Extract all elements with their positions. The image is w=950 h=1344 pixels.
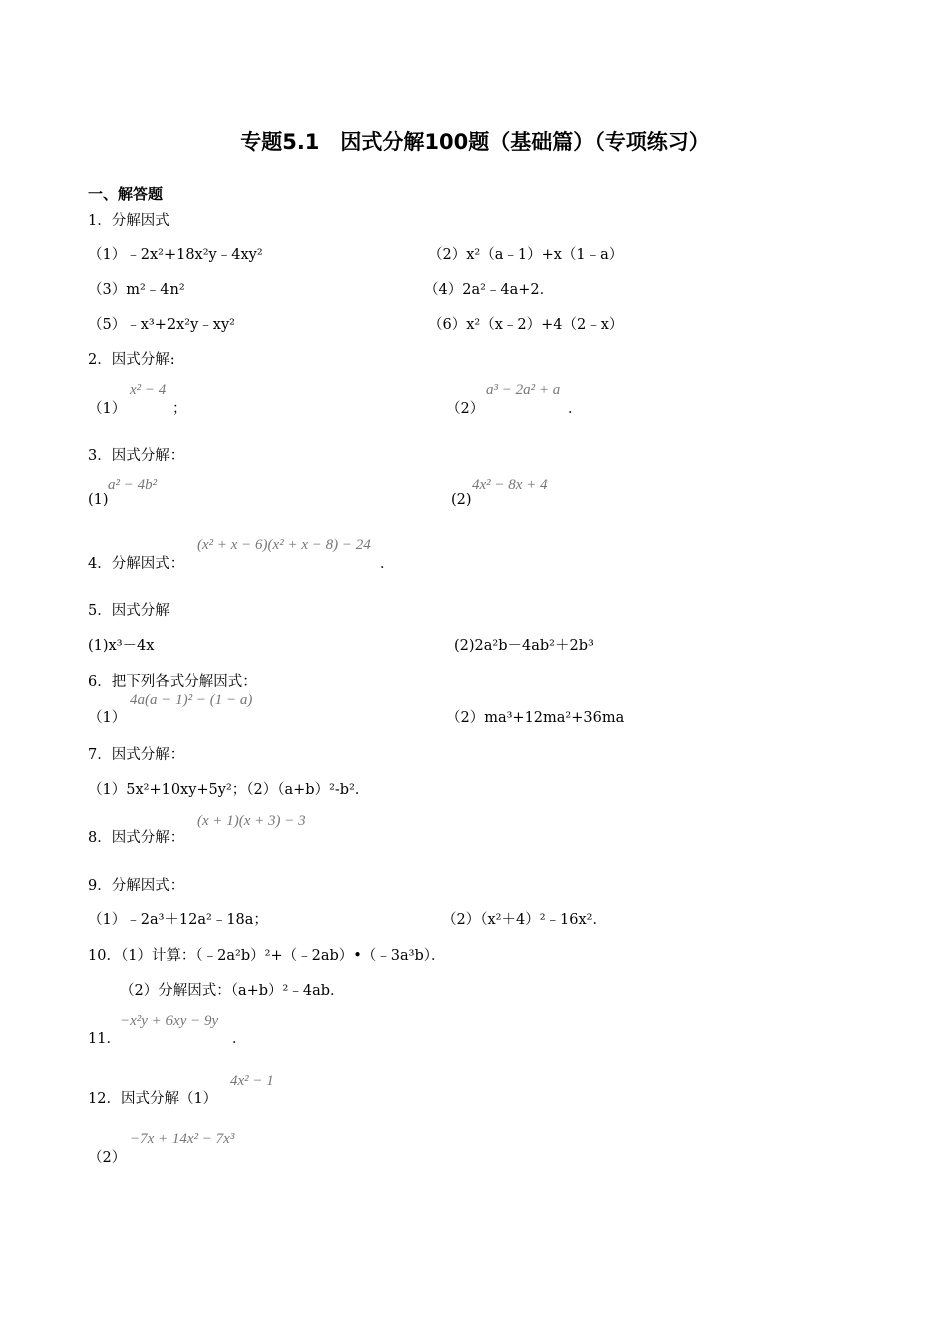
q2-part-2-label: （2） <box>446 401 485 417</box>
q9-part-2: （2）（x²＋4）²﹣16x²． <box>442 912 607 928</box>
q6-part-1-label: （1） <box>88 710 127 726</box>
question-10-part-2: （2）分解因式：（a+b）²﹣4ab． <box>120 983 345 999</box>
q7-parts: （1）5x²+10xy+5y²；（2）（a+b）²-b²． <box>88 782 370 798</box>
q1-part-1: （1）﹣2x²+18x²y﹣4xy² <box>88 247 263 263</box>
question-8: 8．因式分解： <box>88 830 185 846</box>
q1-part-2: （2）x²（a﹣1）+x（1﹣a） <box>428 247 624 263</box>
question-9: 9．分解因式： <box>88 878 185 894</box>
q4-tail: ． <box>380 556 395 572</box>
q6-part-1-expression: 4a(a − 1)² − (1 − a) <box>130 692 253 708</box>
q1-part-6: （6）x²（x﹣2）+4（2﹣x） <box>428 317 624 333</box>
q12-part-1-expression: 4x² − 1 <box>230 1073 274 1089</box>
question-12: 12．因式分解（1） <box>88 1091 218 1107</box>
q12-part-2-label: （2） <box>88 1150 127 1166</box>
q8-expression: (x + 1)(x + 3) − 3 <box>197 813 306 829</box>
q2-part-1-tail: ； <box>172 401 187 417</box>
question-4: 4．分解因式： <box>88 556 185 572</box>
q12-part-2-expression: −7x + 14x² − 7x³ <box>130 1131 235 1147</box>
question-3: 3．因式分解： <box>88 448 185 464</box>
q11-tail: ． <box>232 1031 247 1047</box>
question-1: 1．分解因式 <box>88 213 170 229</box>
q4-expression: (x² + x − 6)(x² + x − 8) − 24 <box>197 537 371 553</box>
q11-expression: −x²y + 6xy − 9y <box>120 1013 219 1029</box>
q2-part-2-expression: a³ − 2a² + a <box>486 382 561 398</box>
question-5: 5．因式分解 <box>88 603 170 619</box>
q2-part-1-label: （1） <box>88 401 127 417</box>
q9-part-1: （1）﹣2a³＋12a²﹣18a； <box>88 912 268 928</box>
question-2: 2．因式分解: <box>88 352 175 368</box>
page-title: 专题5.1 因式分解100题（基础篇）（专项练习） <box>240 130 710 154</box>
q3-part-2-expression: 4x² − 8x + 4 <box>472 477 548 493</box>
q5-part-1: (1)x³－4x <box>88 638 155 654</box>
question-6: 6．把下列各式分解因式： <box>88 674 257 690</box>
q3-part-1-label: (1) <box>88 492 109 508</box>
q3-part-2-label: (2) <box>451 492 472 508</box>
q3-part-1-expression: a² − 4b² <box>108 477 158 493</box>
q2-part-1-expression: x² − 4 <box>130 382 167 398</box>
section-heading: 一、解答题 <box>88 185 164 203</box>
question-11: 11． <box>88 1031 121 1047</box>
q1-part-5: （5）﹣x³+2x²y﹣xy² <box>88 317 235 333</box>
question-10-part-1: 10．（1）计算：（﹣2a²b）²+（﹣2ab）•（﹣3a³b）． <box>88 948 446 964</box>
q1-part-4: （4）2a²﹣4a+2． <box>424 282 555 298</box>
q5-part-2: (2)2a²b－4ab²＋2b³ <box>454 638 594 654</box>
q6-part-2: （2）ma³+12ma²+36ma <box>446 710 625 726</box>
question-7: 7．因式分解： <box>88 747 185 763</box>
q1-part-3: （3）m²﹣4n² <box>88 282 185 298</box>
q2-part-2-tail: ． <box>568 401 583 417</box>
